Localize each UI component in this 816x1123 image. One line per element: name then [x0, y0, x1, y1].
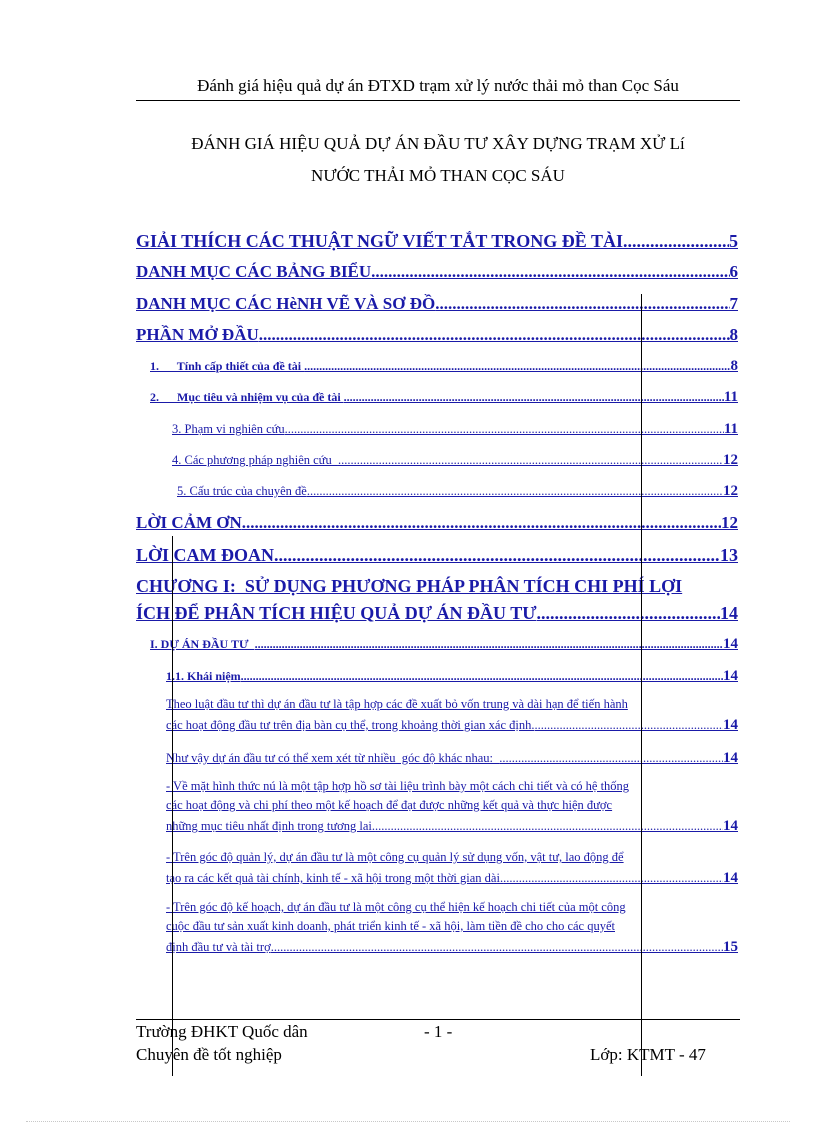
footer-page-number: - 1 -: [424, 1022, 453, 1041]
toc-paragraph-planning-line-2[interactable]: cuộc đầu tư sản xuất kinh doanh, phát triển kinh tế - xã hội, làm tiền đề cho cho các quyết: [166, 919, 615, 933]
toc-paragraph-form-line-2[interactable]: các hoạt động và chi phí theo một kế hoạch để đạt được những kết quả và thực hiện được: [166, 798, 613, 812]
toc-entry-tables[interactable]: DANH MỤC CÁC BẢNG BIỂU ..... 6: [136, 262, 738, 282]
toc-entry-chapter-1-line-2[interactable]: ÍCH ĐỂ PHÂN TÍCH HIỆU QUẢ DỰ ÁN ĐẦU TƯ ..... 14: [136, 603, 738, 624]
page-bottom-edge: [26, 1121, 790, 1122]
document-title-line-1: ĐÁNH GIÁ HIỆU QUẢ DỰ ÁN ĐẦU TƯ XÂY DỰNG TRẠM XỬ Lí: [191, 134, 685, 153]
toc-paragraph-management-line-2[interactable]: tạo ra các kết quả tài chính, kinh tế - xã hội trong một thời gian dài. ..... 14: [166, 870, 738, 887]
toc-entry-abbreviations[interactable]: GIẢI THÍCH CÁC THUẬT NGỮ VIẾT TẮT TRONG ĐỀ TÀI ..... 5: [136, 231, 738, 252]
running-header: Đánh giá hiệu quả dự án ĐTXD trạm xử lý nước thải mỏ than Cọc Sáu: [197, 76, 679, 95]
toc-entry-objectives[interactable]: 2. Mục tiêu và nhiệm vụ của đề tài ..... 11: [150, 389, 738, 406]
toc-entry-introduction[interactable]: PHẦN MỞ ĐẦU ..... 8: [136, 325, 738, 345]
footer-document-type: Chuyên đề tốt nghiệp: [136, 1045, 282, 1064]
vertical-guide-left: [172, 536, 173, 1076]
toc-paragraph-planning-line-1[interactable]: - Trên góc độ kế hoạch, dự án đầu tư là một công cụ thể hiện kế hoạch chi tiết của một công: [166, 900, 626, 914]
toc-paragraph-perspectives[interactable]: Như vậy dự án đầu tư có thể xem xét từ nhiều góc độ khác nhau: ..... 14: [166, 750, 738, 767]
toc-paragraph-management-line-1[interactable]: - Trên góc độ quản lý, dự án đầu tư là một công cụ quản lý sử dụng vốn, vật tư, lao động để: [166, 850, 624, 864]
toc-paragraph-definition-line-2[interactable]: các hoạt động đầu tư trên địa bàn cụ thể, trong khoảng thời gian xác định. ..... 14: [166, 717, 738, 734]
header-rule: [136, 100, 740, 101]
toc-entry-figures[interactable]: DANH MỤC CÁC HèNH VẼ VÀ SƠ ĐỒ ..... 7: [136, 294, 738, 314]
footer-class-label: Lớp: KTMT - 47: [590, 1045, 706, 1064]
toc-entry-methods[interactable]: 4. Các phương pháp nghiên cứu ..... 12: [150, 452, 738, 469]
toc-entry-concept[interactable]: 1.1. Khái niệm ..... 14: [166, 668, 738, 685]
toc-entry-scope[interactable]: 3. Phạm vi nghiên cứu ..... 11: [150, 421, 738, 438]
footer-rule: [136, 1019, 740, 1020]
toc-entry-acknowledgements[interactable]: LỜI CẢM ƠN ..... 12: [136, 513, 738, 533]
toc-entry-chapter-1-line-1[interactable]: CHƯƠNG I: SỬ DỤNG PHƯƠNG PHÁP PHÂN TÍCH CHI PHÍ LỢI: [136, 576, 683, 596]
toc-entry-declaration[interactable]: LỜI CAM ĐOAN ..... 13: [136, 545, 738, 566]
toc-entry-urgency[interactable]: 1. Tính cấp thiết của đề tài ..... 8: [150, 358, 738, 375]
toc-paragraph-form-line-1[interactable]: - Về mặt hình thức nú là một tập hợp hồ sơ tài liệu trình bày một cách chi tiết và có hệ thống: [166, 779, 630, 793]
toc-entry-investment-project[interactable]: I. DỰ ÁN ĐẦU TƯ ..... 14: [150, 636, 738, 653]
toc-paragraph-form-line-3[interactable]: những mục tiêu nhất định trong tương lai. ..... 14: [166, 818, 738, 835]
document-title-line-2: NƯỚC THẢI MỎ THAN CỌC SÁU: [311, 166, 565, 185]
footer-school: Trường ĐHKT Quốc dân: [136, 1022, 308, 1041]
vertical-guide-right: [641, 294, 642, 1076]
toc-entry-structure[interactable]: 5. Cấu trúc của chuyên đề ..... 12: [150, 483, 738, 500]
toc-paragraph-definition-line-1[interactable]: Theo luật đầu tư thì dự án đầu tư là tập hợp các đề xuất bỏ vốn trung và dài hạn để tiến hành: [166, 697, 628, 711]
toc-paragraph-planning-line-3[interactable]: định đầu tư và tài trợ ..... 15: [166, 939, 738, 956]
